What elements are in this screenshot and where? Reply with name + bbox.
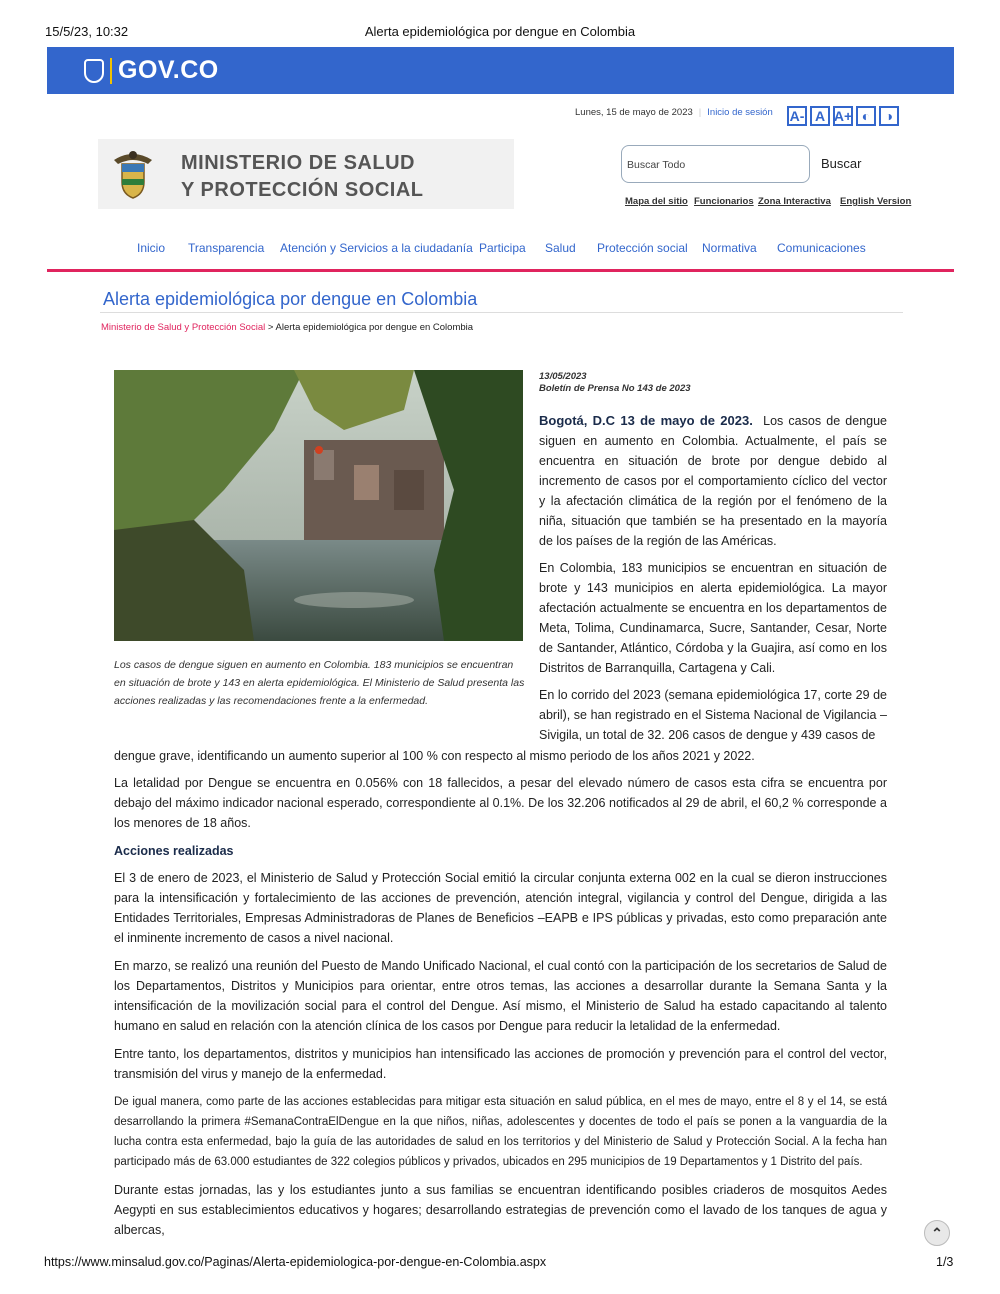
print-footer-url: https://www.minsalud.gov.co/Paginas/Alerta-epidemiologica-por-dengue-en-Colombia.aspx xyxy=(44,1255,547,1269)
article-right-column xyxy=(539,411,887,745)
nav-item-normativa[interactable]: Normativa xyxy=(702,241,757,255)
nav-item-proteccion[interactable]: Protección social xyxy=(597,241,688,255)
contrast-icon[interactable]: ◐ xyxy=(856,106,876,126)
article-paragraph-4: La letalidad por Dengue se encuentra en 0.056% con 18 fallecidos, a pesar del elevado número de casos esta cifra se encuentra por debajo del máximo indicador nacional esperado, correspondiente al 0.1%. De los 32.206 notificados al 29 de abril, el 60,2 % corresponde a los menores de 18 años. xyxy=(114,776,887,830)
article-paragraph-2: En Colombia, 183 municipios se encuentran en situación de brote y 143 municipios en alerta epidemiológica. La mayor afectación actualmente se encuentra en los departamentos de Meta, Tolima, Cundinamarca, Sucre, Santander, Cesar, Norte de Santander, Atlántico, Córdoba y la Guajira, así como en los Distritos de Barranquilla, Cartagena y Cali. xyxy=(539,561,887,675)
scroll-top-button[interactable] xyxy=(924,1220,950,1246)
nav-divider xyxy=(47,269,954,272)
site-link-map[interactable]: Mapa del sitio xyxy=(625,196,688,207)
article-date: 13/05/2023 xyxy=(539,371,587,382)
nav-item-transparencia[interactable]: Transparencia xyxy=(188,241,265,255)
site-link-interactive[interactable]: Zona Interactiva xyxy=(758,196,831,207)
nav-item-inicio[interactable]: Inicio xyxy=(137,241,166,255)
article-paragraph-3a: En lo corrido del 2023 (semana epidemiológica 17, corte 29 de abril), se han registrado en el Sistema Nacional de Vigilancia – Sivigila, un total de 32. 206 casos de dengue y 439 casos de xyxy=(539,688,887,742)
title-divider xyxy=(100,312,903,313)
font-reset-button[interactable]: A xyxy=(810,106,830,126)
article-paragraph-9: Durante estas jornadas, las y los estudiantes junto a sus familias se encuentran identificando posibles criaderos de mosquitos Aedes Aegypti en sus establecimientos educativos y hogares; desarrollando estrategias de prevención como el lavado de los tanques de agua y albercas, xyxy=(114,1183,887,1237)
article-paragraph-3b: dengue grave, identificando un aumento superior al 100 % con respecto al mismo periodo de los años 2021 y 2022. xyxy=(114,749,755,763)
coat-of-arms-icon xyxy=(110,148,156,200)
article-paragraph-8: De igual manera, como parte de las acciones establecidas para mitigar esta situación en salud pública, en el mes de mayo, entre el 8 y el 14, se está desarrollando la primera #SemanaContraElDengue en la que niños, niñas, adolescentes y docentes de todo el país se ponen a la vanguardia de la lucha contra esta enfermedad, bajo la guía de las autoridades de salud en los territorios y del Ministerio de Salud y Protección Social. A la fecha han participado más de 63.000 estudiantes de 322 colegios públicos y privados, ubicados en 295 municipios de 19 Departamentos y 1 Distrito del país. xyxy=(114,1096,887,1168)
page-title: Alerta epidemiológica por dengue en Colombia xyxy=(103,289,478,309)
section-heading: Acciones realizadas xyxy=(114,844,234,858)
article-paragraph-6: En marzo, se realizó una reunión del Puesto de Mando Unificado Nacional, el cual contó con la participación de los secretarios de Salud de los Departamentos, Distritos y Municipios para orientar, entre otros temas, las acciones a desarrollar durante la Semana Santa y la intensificación de la movilización social para el control del Dengue. Así mismo, el Ministerio de Salud ha estado capacitando al talento humano en salud en relación con la atención clínica de los casos por Dengue para reducir la letalidad de la enfermedad. xyxy=(114,959,887,1033)
article-body xyxy=(114,746,887,1240)
article-p1-text: Los casos de dengue siguen en aumento en Colombia. Actualmente, el país se encuentra en situación de brote por dengue debido al incremento de casos por el comportamiento cíclico del vector y la afectación climática de la región por el fenómeno de la niña, situación que también se ha presentado en la mayoría de los países de la región de las Américas. xyxy=(539,414,888,548)
photo-caption: Los casos de dengue siguen en aumento en Colombia. 183 municipios se encuentran en situación de brote y 143 en alerta epidemiológica. El Ministerio de Salud presenta las acciones realizadas y las recomendaciones frente a la enfermedad. xyxy=(114,659,525,707)
font-increase-button[interactable]: A+ xyxy=(833,108,853,124)
login-link[interactable]: Inicio de sesión xyxy=(707,107,773,118)
ministry-name-line1: MINISTERIO DE SALUD xyxy=(181,152,415,174)
nav-item-comunicaciones[interactable]: Comunicaciones xyxy=(777,241,866,255)
top-bar: Lunes, 15 de mayo de 2023 | Inicio de sesión xyxy=(575,107,773,118)
breadcrumb-separator: > xyxy=(265,322,276,333)
article-paragraph-5: El 3 de enero de 2023, el Ministerio de Salud y Protección Social emitió la circular conjunta externa 002 en la cual se dieron instrucciones para la intensificación y fortalecimiento de las acciones de prevención, atención integral, vigilancia y control del Dengue, dirigida a las Entidades Territoriales, Empresas Administradoras de Planes de Beneficios –EAPB e IPS públicas y privadas, esto como preparación ante el inminente incremento de casos a nivel nacional. xyxy=(114,871,887,945)
gov-logo[interactable] xyxy=(84,56,219,85)
print-datetime: 15/5/23, 10:32 xyxy=(45,24,129,39)
print-page-number: 1/3 xyxy=(936,1255,954,1269)
gov-logo-text: GOV.CO xyxy=(118,56,219,84)
contrast-alt-icon[interactable]: ◑ xyxy=(879,106,899,126)
chevron-up-icon: ⌃ xyxy=(931,1224,943,1241)
nav-item-participa[interactable]: Participa xyxy=(479,241,526,255)
print-title: Alerta epidemiológica por dengue en Colombia xyxy=(364,24,636,39)
article-photo xyxy=(114,370,523,641)
site-link-staff[interactable]: Funcionarios xyxy=(694,196,754,207)
accessibility-controls xyxy=(787,106,899,126)
site-link-english[interactable]: English Version xyxy=(840,196,912,207)
search-button[interactable]: Buscar xyxy=(821,156,862,171)
bulletin-number: Boletín de Prensa No 143 de 2023 xyxy=(539,383,691,394)
article-paragraph-7: Entre tanto, los departamentos, distritos y municipios han intensificado las acciones de promoción y prevención para el control del vector, transmisión del virus y manejo de la enfermedad. xyxy=(114,1047,887,1081)
nav-item-salud[interactable]: Salud xyxy=(545,241,576,255)
ministry-name-line2: Y PROTECCIÓN SOCIAL xyxy=(181,179,424,201)
current-date: Lunes, 15 de mayo de 2023 xyxy=(575,107,693,118)
ministry-name xyxy=(181,150,424,204)
font-decrease-button[interactable]: A- xyxy=(787,106,807,126)
shield-icon xyxy=(84,59,104,83)
search-input[interactable]: Buscar Todo xyxy=(621,145,810,183)
article-meta xyxy=(539,371,691,395)
article-paragraph-1 xyxy=(539,411,887,551)
breadcrumb-home-link[interactable]: Ministerio de Salud y Protección Social xyxy=(101,322,266,333)
nav-item-atencion[interactable]: Atención y Servicios a la ciudadanía xyxy=(280,241,473,255)
article-lead: Bogotá, D.C 13 de mayo de 2023. xyxy=(539,413,753,428)
logo-divider xyxy=(110,58,112,84)
breadcrumb xyxy=(101,322,473,333)
breadcrumb-current: Alerta epidemiológica por dengue en Colombia xyxy=(275,322,474,333)
